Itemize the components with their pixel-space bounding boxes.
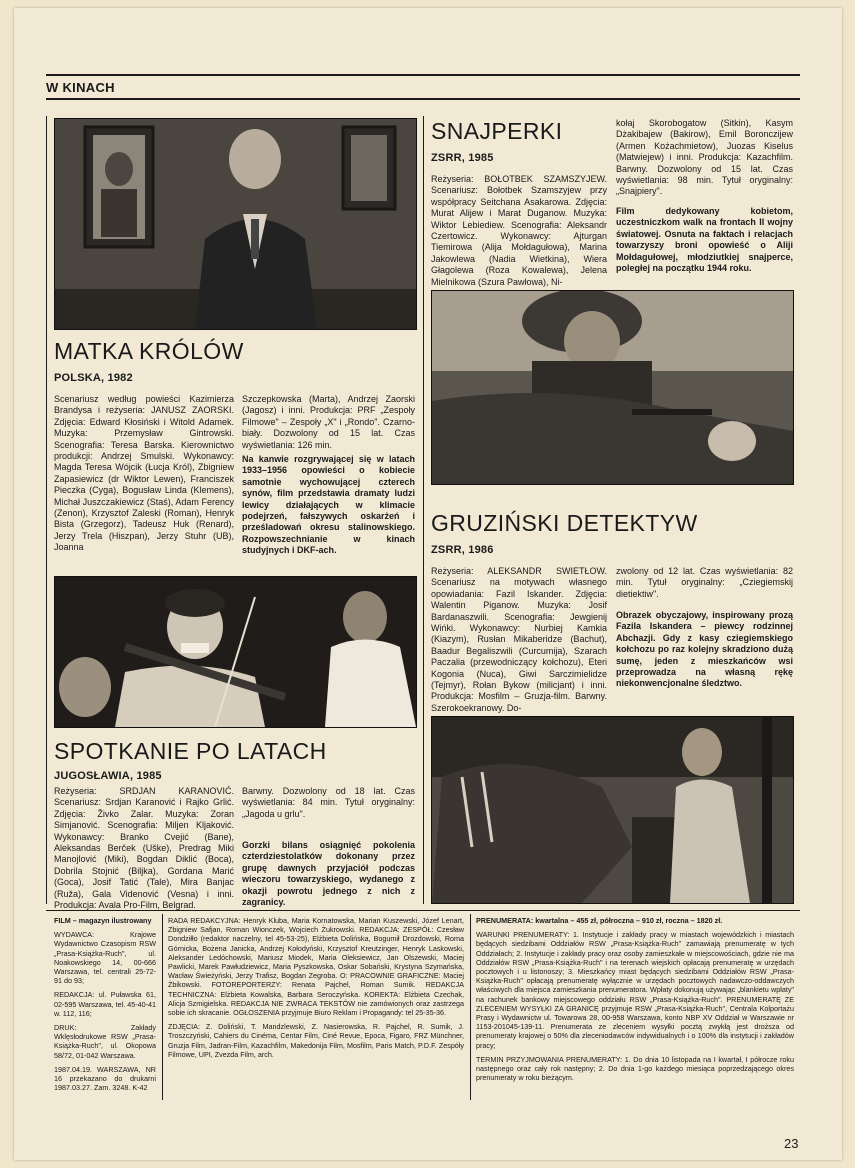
footer-divider-2 xyxy=(470,914,471,1100)
subscription-column xyxy=(476,916,794,1087)
footer-divider-1 xyxy=(162,914,163,1100)
photo-gruzinski-detektyw xyxy=(431,716,794,904)
header-rule-bottom xyxy=(46,98,800,100)
center-column-rule xyxy=(423,116,424,904)
staff-photo-credits: ZDJĘCIA: Z. Doliński, T. Mandzlewski, Z. Nasierowska, R. Pajchel, R. Sumik, J. Troszczyński, Cahiers du Cinéma, Centar Film, Ciné Revue, Epoca, Figaro, FRZ Münchner, Gruzja Film, Jadran-Film, Kazachfilm, Makedonija Film, Mosfilm, Paris Match, P.D.F. Zespóły Filmowe, UPI, Zvezda Film, arch. xyxy=(168,1022,464,1059)
staff-column xyxy=(168,916,464,1064)
blurb-matka: Na kanwie rozgrywającej się w latach 1933–1956 opowieści o kobiecie samotnie wychowującej czterech synów, film przedstawia dramaty ludzi lewicy działających w klimacie podejrzeń, fałszywych oskarżeń i prześladowań okresu stalinowskiego. Rozpowszechnianie w kinach studyjnych i DKF-ach. xyxy=(242,454,415,556)
page-number: 23 xyxy=(784,1136,799,1151)
header-rule-top xyxy=(46,74,800,76)
subscription-prices: PRENUMERATA: kwartalna – 455 zł, półroczna – 910 zł, roczna – 1820 zł. xyxy=(476,916,723,925)
imprint-editorial-office: REDAKCJA: ul. Puławska 61, 02-595 Warszawa, tel. 45-40-41 w. 112, 116; xyxy=(54,990,157,1018)
imprint-issue: 1987.04.19. WARSZAWA, NR 16 przekazano do drukarni 1987.03.27. Zam. 3248. K-42 xyxy=(54,1064,156,1093)
country-spotkanie-po-latach: JUGOSŁAWIA, 1985 xyxy=(54,770,162,782)
photo-matka-krolow xyxy=(54,118,417,330)
credits-spotkanie-col2: Barwny. Dozwolony od 18 lat. Czas wyświetlania: 84 min. Tytuł oryginalny: „Jagoda u grlu". xyxy=(242,786,415,819)
credits-spotkanie-col1: Reżyseria: SRDJAN KARANOVIĆ. Scenariusz: Srdjan Karanović i Rajko Grlić. Zdjęcia: Živko Zalar. Muzyka: Zoran Simjanović. Scenografia: Miljen Kljaković. Wykonawcy: Branko Cvejić (Bane), Aleksandas Berček (Uške), Predrag Miki Manojlović (Miki), Bogdan Diklić (Boca), Dobrila Stojnić (Biljka), Gordana Marić (Goca), Josif Tatić (Tale), Mira Banjac (Ruža), Gala Videnović (Vesna) i inni. Produkcja: Avala Pro-Film, Belgrad. xyxy=(54,786,234,911)
subscription-terms: TERMIN PRZYJMOWANIA PRENUMERATY: 1. Do dnia 10 listopada na I kwartał, I półrocze roku następnego oraz cały rok następny; 2. Do dnia 1-go każdego miesiąca poprzedzającego okres prenumeraty w roku bieżącym. xyxy=(476,1054,794,1083)
credits-gruzinski-col1: Reżyseria: ALEKSANDR SWIETŁOW. Scenariusz na motywach własnego opowiadania: Fazil Iskander. Zdjęcia: Walentin Piganow. Muzyka: Josif Bardanaszwili. Scenografia: Jewgienij Wińki. Wykonawcy: Nurbiej Kamkia (Kiazym), Rusłan Mikaberidze (Bachut), Baadur Begaliszwili (Curcumija), Szarach Paczalia (przewodniczący kołchozu), Eteri Kogonia (Nuca), Giwi Sarczimielidze (Tejmyr), Rołan Bykow (milicjant) i inni. Produkcja: Mosfilm – Gruzja-film. Barwny. Szerokoekranowy. Do- xyxy=(431,566,607,713)
section-label: W KINACH xyxy=(46,80,115,95)
country-gruzinski-detektyw: ZSRR, 1986 xyxy=(431,544,494,556)
staff-board: RADA REDAKCYJNA: Henryk Kluba, Maria Kornatowska, Marian Kuszewski, Józef Lenart, Zbigniew Safjan, Roman Wionczek, Wojciech Żukrowski. REDAKCJA: ZESPÓŁ: Czesław Dondziłło (redaktor naczelny, tel 45-53-25), Elżbieta Dolińska, Bogumił Drozdowski, Roma Górnicka, Bożena Janicka, Andrzej Kołodyński, Krzysztof Kreutzinger, Henryk Laskowski, Aleksander Ledóchowski, Mariusz Miodek, Maria Oleksiewicz, Jan Olszewski, Maciej Pawlicki, Marek Pawłudziewicz, Maria Pyszkowska, Oskar Sobański, Krystyna Szymańska, Wacław Świeżyński, Jerzy Trafisz, Bogdan Zegroba. O: PRACOWNIE GRAFICZNE: Maciej Żbikowski. FOTOREPORTERZY: Renata Pajchel, Roman Sumik. REDAKCJA TECHNICZNA: Elżbieta Kowalska, Barbara Seroczyńska. KOREKTA: Elżbieta Czechak, Alicja Szmigielska. REDAKCJA NIE ZWRACA TEKSTÓW nie zamówionych oraz zastrzega sobie ich skracanie. OGŁOSZENIA przyjmuje Biuro Reklam i Propagandy: tel 25-35-36. xyxy=(168,916,464,1018)
left-margin-rule xyxy=(46,116,47,904)
imprint-publisher: WYDAWCA: Krajowe Wydawnictwo Czasopism RSW „Prasa-Książka-Ruch", ul. Noakowskiego 14, 00-666 Warszawa, tel. centrali 25-72-91 do 93; xyxy=(54,930,156,986)
credits-matka-col2: Szczepkowska (Marta), Andrzej Zaorski (Jagosz) i inni. Produkcja: PRF „Zespoły Filmowe" – Zespoły „X" i „Rondo". Czarno-biały. Dozwolony od 15 lat. Czas wyświetlania: 126 min. xyxy=(242,394,415,450)
photo-spotkanie-po-latach xyxy=(54,576,417,728)
credits-snajperki-col2: kołaj Skorobogatow (Sitkin), Kasym Dżakibajew (Bakirow), Emil Boronczijew (Armen Kożachmietow), Juozas Kiselus (Matwiejew) i inni. Produkcja: Kazachfilm. Barwny. Dozwolony od 15 lat. Czas wyświetlania: 98 min. Tytuł oryginalny: „Snajpiery". xyxy=(616,118,793,197)
blurb-snajperki: Film dedykowany kobietom, uczestniczkom walk na frontach II wojny światowej. Osnuta na faktach i relacjach towarzyszy broni opowieść o Aliji Mołdagułowej, młodziutkiej snajperce, poległej na początku 1944 roku. xyxy=(616,206,793,274)
imprint-column xyxy=(54,916,156,1097)
blurb-spotkanie: Gorzki bilans osiągnięć pokolenia czterdziestolatków dokonany przez grupę dawnych przyjaciół podczas wieczoru towarzyskiego, wydanego z okazji powrotu jednego z nich z zagranicy. xyxy=(242,840,415,908)
subscription-conditions: WARUNKI PRENUMERATY: 1. Instytucje i zakłady pracy w miastach wojewódzkich i miastach będących siedzibami Oddziałów RSW „Prasa-Książka-Ruch" zamawiają prenumeratę w tych Oddziałach; 2. Instytucje i zakłady pracy oraz osoby zamieszkałe w miejscowościach, gdzie nie ma Oddziałów RSW „Prasa-Książka-Ruch" i na terenach wiejskich opłacają prenumeratę w urzędach pocztowych i u listonoszy; 3. Mieszkańcy miast będących siedzibami Oddziałów RSW „Prasa-Książka-Ruch" opłacają prenumeratę wyłącznie w urzędach pocztowych nadawczo-oddawczych właściwych dla miejsca zamieszkania prenumeratora. Wpłaty dokonują używając „blankietu wpłaty" na rachunek bankowy miejscowego oddziału RSW „Prasa-Książka-Ruch". PRENUMERATĘ ZE ZLECENIEM WYSYŁKI ZA GRANICĘ przyjmuje RSW „Prasa-Książka-Ruch", Centrala Kolportażu Prasy i Wydawnictw ul. Towarowa 28, 00-958 Warszawa, konto NBP XV Oddział w Warszawie nr 1153-201045-139-11. Prenumerata ze zleceniem wysyłki pocztą zwykłą jest droższa od prenumeraty krajowej o 50% dla zleceniodawców indywidualnych i o 100% dla instytucji i zakładów pracy; xyxy=(476,930,794,1050)
imprint-masthead: FILM – magazyn ilustrowany xyxy=(54,916,152,925)
imprint-printer: DRUK: Zakłady Wklęsłodrukowe RSW „Prasa-Książka-Ruch", ul. Okopowa 58/72, 01-042 Warszawa. xyxy=(54,1023,156,1060)
photo-snajperki xyxy=(431,290,794,485)
footer-rule xyxy=(46,910,800,911)
credits-matka-col1: Scenariusz według powieści Kazimierza Brandysa i reżyseria: JANUSZ ZAORSKI. Zdjęcia: Edward Kłosiński i Witold Adamek. Muzyka: Przemysław Gintrowski. Scenografia: Teresa Barska. Kierownictwo produkcji: Andrzej Smulski. Wykonawcy: Magda Teresa Wójcik (Łucja Król), Zbigniew Zapasiewicz (dr Wiktor Lewen), Franciszek Pieczka (Cyga), Bogusław Linda (Klemens), Michał Juszczakiewicz (Staś), Adam Ferency (Zenon), Krzysztof Zaleski (Roman), Henryk Bista (Grzegorz), Tadeusz Huk (Renard), Jerzy Trela (Hiszpan), Jerzy Stuhr (UB), Joanna xyxy=(54,394,234,553)
title-spotkanie-po-latach: SPOTKANIE PO LATACH xyxy=(54,738,327,764)
title-snajperki: SNAJPERKI xyxy=(431,118,563,144)
title-matka-krolow: MATKA KRÓLÓW xyxy=(54,338,244,364)
blurb-gruzinski: Obrazek obyczajowy, inspirowany prozą Fazila Iskandera – piewcy rodzinnej Abchazji. Gdy z kasy cziegiemskiego kołchozu po raz kolejny skradziono dużą sumę, jeden z mieszkańców wsi przeprowadza na własną rękę niekonwencjonalne śledztwo. xyxy=(616,610,793,689)
country-snajperki: ZSRR, 1985 xyxy=(431,152,494,164)
credits-snajperki-col1: Reżyseria: BOŁOTBEK SZAMSZYJEW. Scenariusz: Bołotbek Szamszyjew przy współpracy Seitchana Asakarowa. Zdjęcia: Murat Alijew i Marat Duganow. Muzyka: Wiktor Lebiediew. Scenografia: Aleksandr Czertowicz. Wykonawcy: Ajturgan Tiemirowa (Alija Mołdagułowa), Marina Jakowlewa (Nadia Wietkina), Wiera Głagolewa (Roza Kowalewa), Jelena Mielnikowa (Szura Pawłowa), Ni- xyxy=(431,174,607,287)
title-gruzinski-detektyw: GRUZIŃSKI DETEKTYW xyxy=(431,510,698,536)
credits-gruzinski-col2: zwolony od 12 lat. Czas wyświetlania: 82 min. Tytuł oryginalny: „Cziegiemskij dietiektiw". xyxy=(616,566,793,599)
country-matka-krolow: POLSKA, 1982 xyxy=(54,372,133,384)
